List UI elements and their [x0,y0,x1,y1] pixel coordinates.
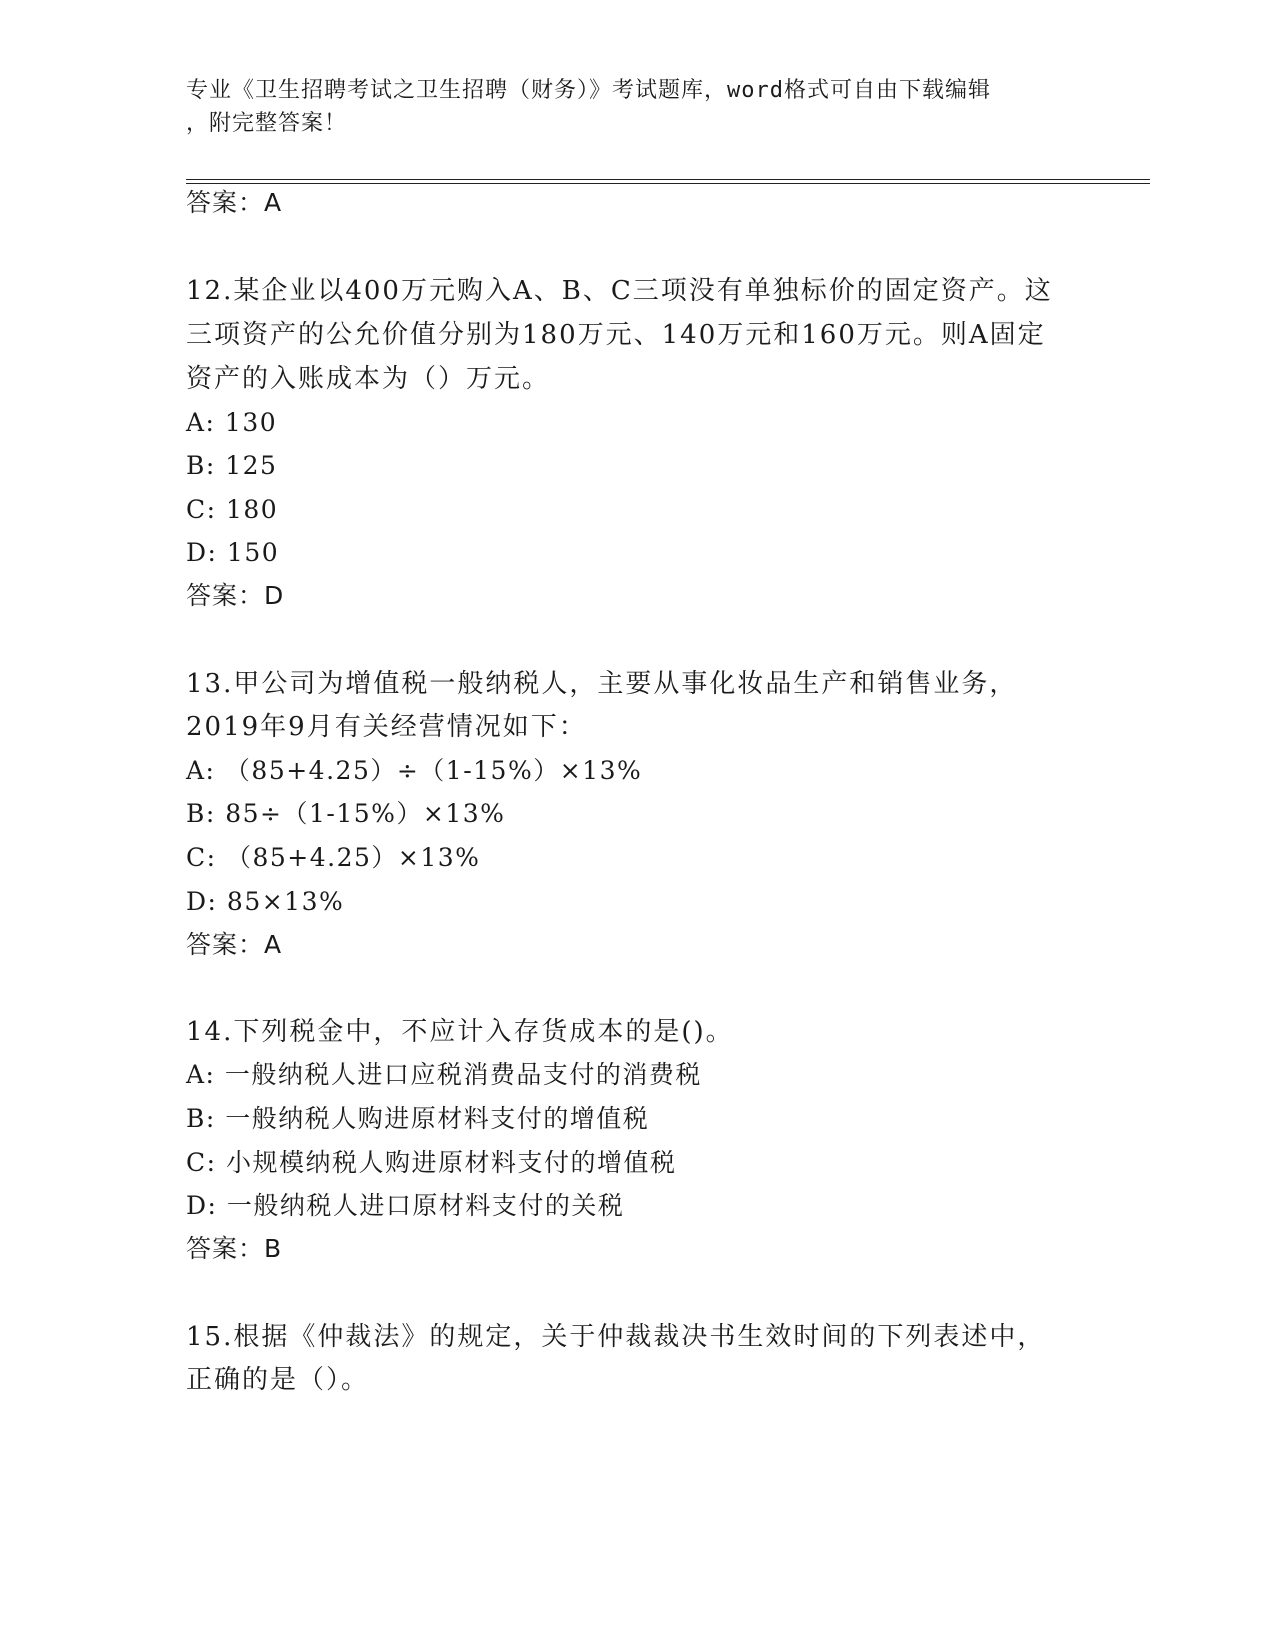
header-line-1: 专业《卫生招聘考试之卫生招聘（财务）》考试题库，word格式可自由下载编辑 [186,78,991,103]
q12-option-c: C: 180 [186,495,279,524]
answer-previous: 答案：A [186,188,283,217]
header-divider-bottom [186,183,1150,184]
q13-option-a: A: （85+4.25）÷（1-15%）×13% [186,756,643,785]
q14-option-a: A: 一般纳税人进口应税消费品支付的消费税 [186,1060,702,1089]
q14-option-b: B: 一般纳税人购进原材料支付的增值税 [186,1104,650,1133]
q14-text-line-1: 14.下列税金中，不应计入存货成本的是()。 [186,1017,734,1047]
q12-text-line-3: 资产的入账成本为（）万元。 [186,364,551,394]
q14-option-c: C: 小规模纳税人购进原材料支付的增值税 [186,1148,677,1177]
q15-text-line-1: 15.根据《仲裁法》的规定，关于仲裁裁决书生效时间的下列表述中， [186,1322,1046,1352]
q14-option-d: D: 一般纳税人进口原材料支付的关税 [186,1191,625,1220]
q12-option-b: B: 125 [186,451,278,480]
q13-option-b: B: 85÷（1-15%）×13% [186,799,506,828]
q12-text-line-1: 12.某企业以400万元购入A、B、C三项没有单独标价的固定资产。这 [186,276,1053,306]
q12-text-line-2: 三项资产的公允价值分别为180万元、140万元和160万元。则A固定 [186,320,1046,350]
q12-option-a: A: 130 [186,408,278,437]
q13-text-line-1: 13.甲公司为增值税一般纳税人，主要从事化妆品生产和销售业务， [186,669,1018,699]
header-line-2: ，附完整答案！ [186,111,348,136]
q12-answer: 答案：D [186,581,285,610]
header-divider-top [186,179,1150,180]
q14-answer: 答案：B [186,1234,283,1263]
q15-text-line-2: 正确的是（）。 [186,1365,370,1395]
q12-option-d: D: 150 [186,538,280,567]
q13-option-d: D: 85×13% [186,887,345,916]
document-header [186,74,1066,140]
q13-option-c: C: （85+4.25）×13% [186,843,481,872]
q13-answer: 答案：A [186,930,283,959]
q13-text-line-2: 2019年9月有关经营情况如下： [186,712,587,742]
